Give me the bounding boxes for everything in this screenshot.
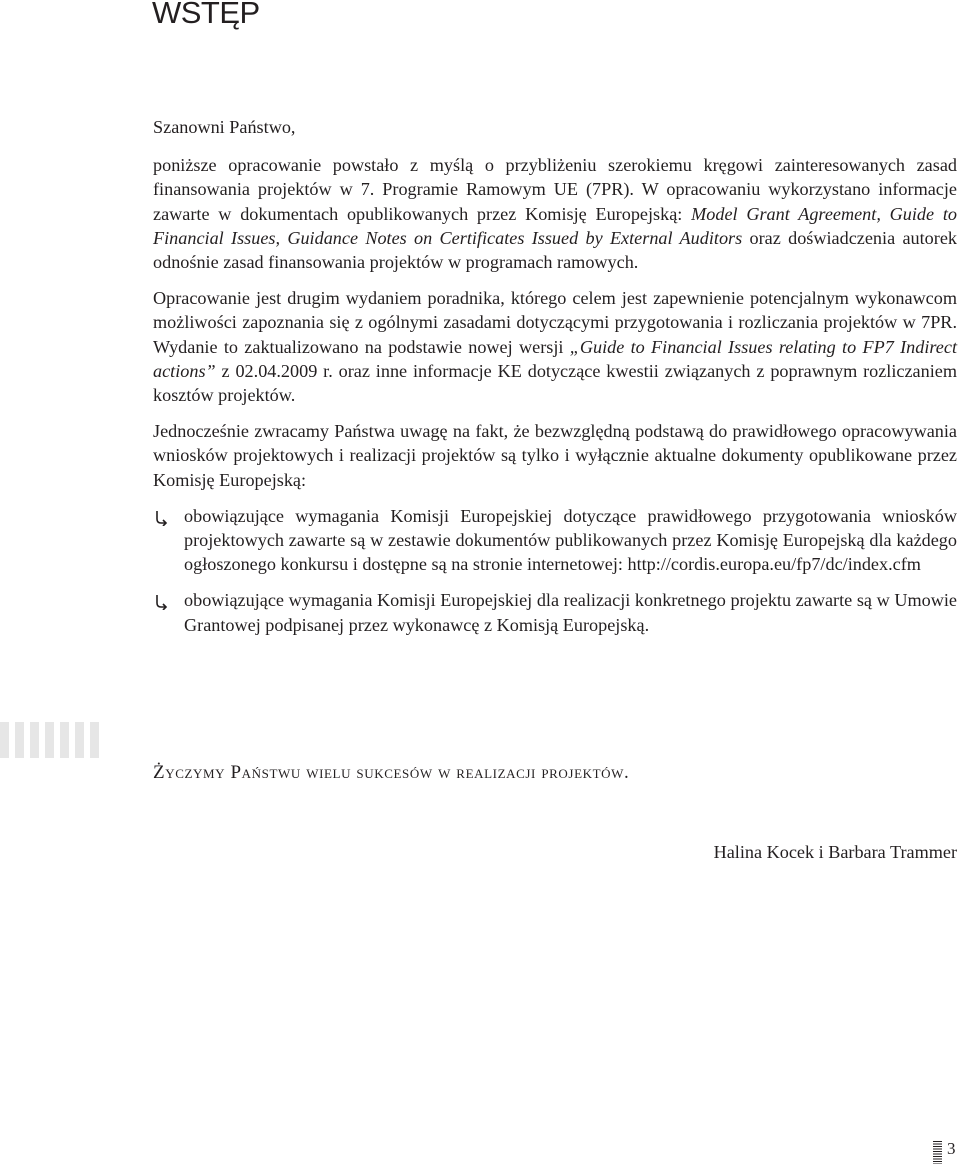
paragraph-intro <box>153 153 957 274</box>
requirements-list <box>153 504 957 637</box>
paragraph-edition-guide-title: „Guide to Financial Issues relating to FP7 Indirect actions” <box>153 336 957 381</box>
hook-arrow-icon <box>154 510 168 526</box>
page-title: WSTĘP <box>152 0 260 30</box>
paragraph-edition-text-1: Opracowanie jest drugim wydaniem poradnika, którego celem jest zapewnienie potencjalnym wykonawcom możliwości zapoznania się z ogólnymi zasadami dotyczącymi przygotowania i rozliczania projektów w 7PR. Wydanie to zaktualizowano na podstawie nowej wersji <box>153 288 957 357</box>
decorative-bar <box>90 722 99 758</box>
page-number: 3 <box>947 1139 956 1158</box>
page-lines-icon <box>933 1141 942 1164</box>
decorative-bar <box>75 722 84 758</box>
closing-wish: Życzymy Państwu wielu sukcesów w realizacji projektów. <box>153 762 630 783</box>
paragraph-intro-text-1: poniższe opracowanie powstało z myślą o przybliżeniu szerokiemu kręgowi zainteresowanych zasad finansowania projektów w 7. Programie Ramowym UE (7PR). W opracowaniu wykorzystano informacje zawarte w dokumentach opublikowanych przez Komisję Europejską: <box>153 155 957 224</box>
decorative-bars <box>0 722 99 758</box>
list-item <box>153 588 957 636</box>
signature: Halina Kocek i Barbara Trammer <box>713 842 957 862</box>
paragraph-intro-text-2: oraz doświadczenia autorek odnośnie zasad finansowania projektów w programach ramowych. <box>153 227 957 273</box>
decorative-bar <box>15 722 24 758</box>
paragraph-edition <box>153 286 957 407</box>
hook-arrow-icon <box>154 594 168 610</box>
greeting: Szanowni Państwo, <box>153 117 296 137</box>
paragraph-notice: Jednocześnie zwracamy Państwa uwagę na fakt, że bezwzględną podstawą do prawidłowego opracowywania wniosków projektowych i realizacji projektów są tylko i wyłącznie aktualne dokumenty opublikowane przez Komisję Europejską: <box>153 421 957 490</box>
decorative-bar <box>60 722 69 758</box>
paragraph-edition-text-2: z 02.04.2009 r. oraz inne informacje KE dotyczące kwestii związanych z poprawnym rozliczaniem kosztów projektów. <box>153 360 957 406</box>
decorative-bar <box>30 722 39 758</box>
main-content <box>153 115 957 649</box>
list-item-text: obowiązujące wymagania Komisji Europejskiej dla realizacji konkretnego projektu zawarte są w Umowie Grantowej podpisanej przez wykonawcę z Komisją Europejską. <box>184 590 957 635</box>
list-item-text: obowiązujące wymagania Komisji Europejskiej dotyczące prawidłowego przygotowania wniosków projektowych zawarte są w zestawie dokumentów publikowanych przez Komisję Europejską dla każdego ogłoszonego konkursu i dostępne są na stronie internetowej: http://cordis.europa.eu/fp7/dc/index.cfm <box>184 505 957 575</box>
paragraph-intro-document-titles: Model Grant Agreement, Guide to Financial Issues, Guidance Notes on Certificates Issued by External Auditors <box>153 203 957 248</box>
list-item <box>153 504 957 577</box>
decorative-bar <box>0 722 9 758</box>
decorative-bar <box>45 722 54 758</box>
